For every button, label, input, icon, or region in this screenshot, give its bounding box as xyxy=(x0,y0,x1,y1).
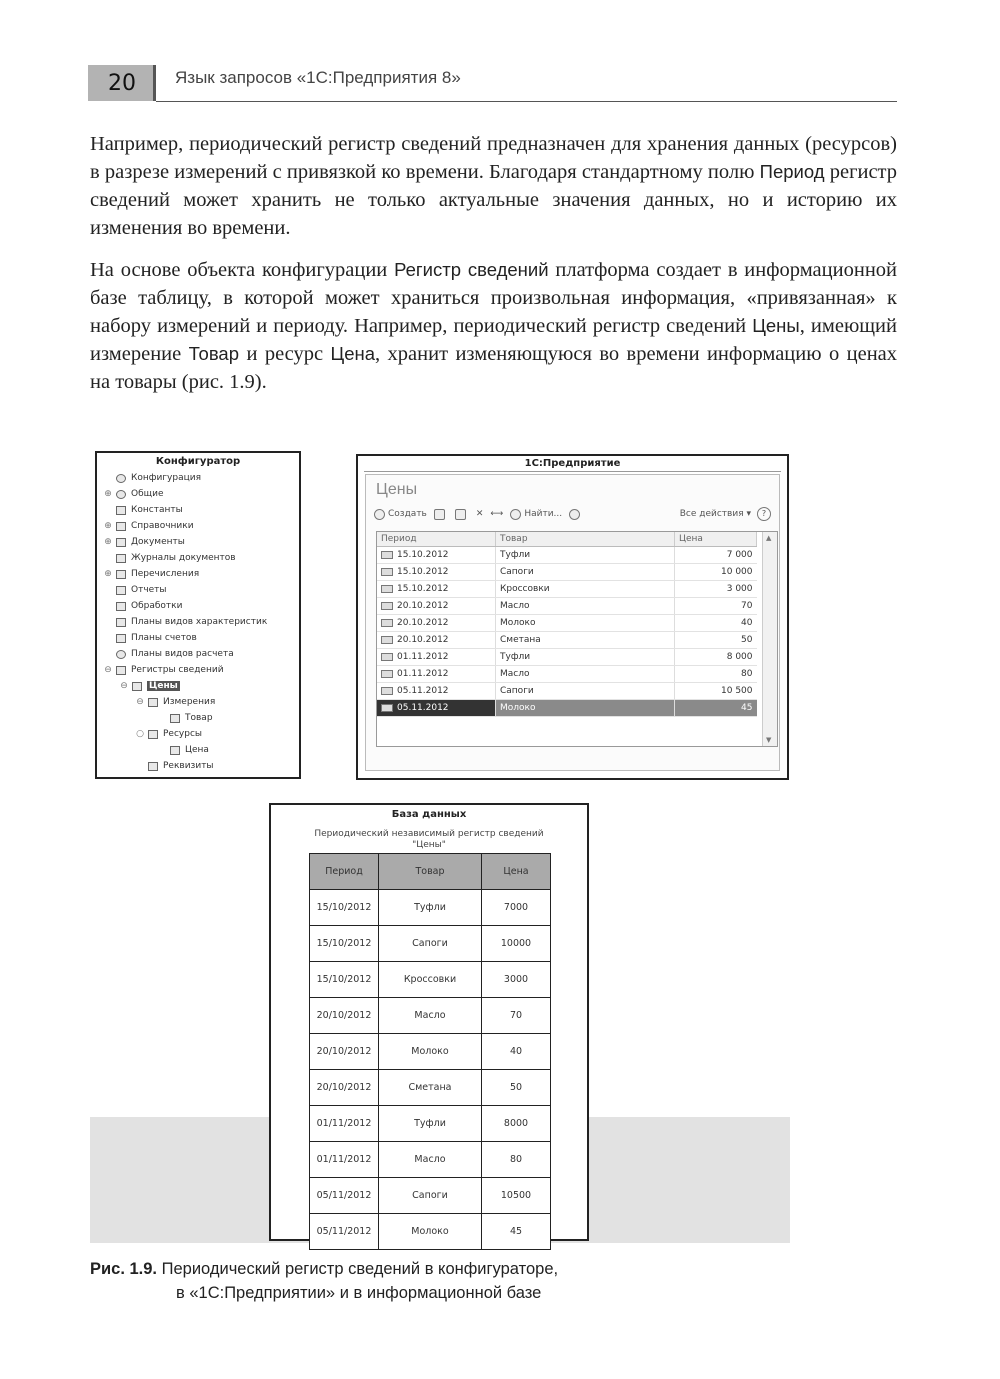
tree-item-dimensions[interactable]: ⊖ Измерения xyxy=(136,697,216,707)
tree-item-enums[interactable]: ⊕ Перечисления xyxy=(104,569,200,579)
cancel-search-button[interactable] xyxy=(569,509,583,520)
tree-item-calculation-types[interactable]: Планы видов расчета xyxy=(103,647,234,661)
accounts-icon xyxy=(116,634,126,643)
tree-item-dimension-product[interactable]: Товар xyxy=(157,711,213,725)
configuration-icon xyxy=(116,474,126,483)
search-icon xyxy=(510,509,521,520)
attributes-icon xyxy=(148,762,158,771)
prices-form xyxy=(365,474,780,771)
configurator-title: Конфигуратор xyxy=(155,456,241,467)
tree-item-attributes[interactable]: Реквизиты xyxy=(135,759,214,773)
p1-text-b: регистр сведений может хранить не только актуальные значения данных, но и историю их изменения во времени. xyxy=(90,161,898,239)
expand-icon[interactable]: ⊕ xyxy=(104,521,112,531)
database-title: База данных xyxy=(391,809,467,820)
resources-icon xyxy=(148,730,158,739)
tree-item-data-processors[interactable]: Обработки xyxy=(103,599,182,613)
tree-item-configuration[interactable]: Конфигурация xyxy=(103,471,201,485)
documents-icon xyxy=(116,538,126,547)
record-icon xyxy=(381,551,393,559)
db-row: 05/11/2012 Молоко 45 xyxy=(310,1214,551,1250)
p2-text-e: , хранит изменяющуюся во времени информацию о ценах на товары (рис. 1.9). xyxy=(90,343,898,393)
record-icon xyxy=(381,670,393,678)
table-row[interactable]: 20.10.2012 Молоко 40 xyxy=(377,615,757,632)
delete-button[interactable] xyxy=(476,509,484,519)
db-row: 15/10/2012 Кроссовки 3000 xyxy=(310,962,551,998)
running-title: Язык запросов «1С:Предприятия 8» xyxy=(175,68,461,87)
db-column-period: Период xyxy=(310,854,379,890)
tree-item-chart-of-accounts[interactable]: Планы счетов xyxy=(103,631,197,645)
column-product-header[interactable]: Товар xyxy=(496,532,675,547)
characteristics-icon xyxy=(116,618,126,627)
period-button[interactable] xyxy=(490,509,503,519)
p2-term-prices: Цены xyxy=(752,315,800,336)
page-number-edge xyxy=(153,65,156,101)
record-icon xyxy=(381,619,393,627)
table-row[interactable]: 20.10.2012 Масло 70 xyxy=(377,598,757,615)
paragraph-1 xyxy=(90,130,897,242)
processors-icon xyxy=(116,602,126,611)
caption-line-2: в «1С:Предприятии» и в информационной базе xyxy=(176,1284,542,1302)
database-panel xyxy=(269,803,589,1241)
record-icon xyxy=(381,585,393,593)
db-row: 05/11/2012 Сапоги 10500 xyxy=(310,1178,551,1214)
calculation-icon xyxy=(116,650,126,659)
p2-text-d: и ресурс xyxy=(246,343,324,365)
tree-item-prices-register[interactable]: ⊖ Цены xyxy=(120,681,178,691)
tree-item-catalogs[interactable]: ⊕ Справочники xyxy=(104,521,194,531)
pencil-icon xyxy=(455,509,466,520)
create-button[interactable]: Создать xyxy=(374,509,427,520)
constants-icon xyxy=(116,506,126,515)
expand-icon[interactable]: ⊕ xyxy=(104,537,112,547)
table-row[interactable]: 01.11.2012 Масло 80 xyxy=(377,666,757,683)
register-icon xyxy=(132,682,142,691)
plus-icon xyxy=(374,509,385,520)
caption-line-1: Рис. 1.9. Периодический регистр сведений в конфигураторе, xyxy=(90,1260,559,1278)
caption-label: Рис. 1.9. xyxy=(90,1260,158,1278)
record-icon xyxy=(381,653,393,661)
paragraph-2 xyxy=(90,256,897,396)
tree-item-documents[interactable]: ⊕ Документы xyxy=(104,537,185,547)
db-row: 20/10/2012 Молоко 40 xyxy=(310,1034,551,1070)
database-table xyxy=(309,853,551,1250)
tree-item-information-registers[interactable]: ⊖ Регистры сведений xyxy=(104,665,224,675)
db-row: 01/11/2012 Туфли 8000 xyxy=(310,1106,551,1142)
expand-icon[interactable]: ⊕ xyxy=(104,489,112,499)
p2-term-register: Регистр сведений xyxy=(394,259,549,280)
search-cancel-icon xyxy=(569,509,580,520)
tree-item-resources[interactable]: ○ Ресурсы xyxy=(136,729,203,739)
close-icon: ✕ xyxy=(475,509,484,519)
record-icon xyxy=(381,602,393,610)
tree-item-reports[interactable]: Отчеты xyxy=(103,583,167,597)
help-icon[interactable]: ? xyxy=(757,507,771,521)
reports-icon xyxy=(116,586,126,595)
p2-text-c: , имеющий измерение xyxy=(90,315,897,365)
configurator-panel xyxy=(95,451,301,779)
expand-icon[interactable]: ⊕ xyxy=(104,569,112,579)
p2-text-b: платформа создает в информационной базе таблицу, в которой может храниться произвольная информация, «привязанная» к набору измерений и периоду. Например, периодический регистр сведений xyxy=(90,259,898,337)
expand-icon[interactable]: ○ xyxy=(136,729,144,739)
prices-grid[interactable] xyxy=(376,531,778,747)
catalogs-icon xyxy=(116,522,126,531)
dimensions-icon xyxy=(148,698,158,707)
enterprise-title: 1С:Предприятие xyxy=(364,456,781,472)
tree-item-resource-price[interactable]: Цена xyxy=(157,743,209,757)
table-row[interactable]: 01.11.2012 Туфли 8 000 xyxy=(377,649,757,666)
p2-text-a: На основе объекта конфигурации xyxy=(90,259,388,281)
record-icon xyxy=(381,568,393,576)
database-subtitle: Периодический независимый регистр сведений "Цены" xyxy=(314,829,544,850)
form-toolbar xyxy=(374,505,771,523)
p2-term-product: Товар xyxy=(188,343,240,364)
dimension-icon xyxy=(170,714,180,723)
figure-caption xyxy=(90,1257,790,1305)
db-column-product: Товар xyxy=(379,854,482,890)
table-row[interactable]: 15.10.2012 Туфли 7 000 xyxy=(377,547,757,564)
db-row: 15/10/2012 Туфли 7000 xyxy=(310,890,551,926)
tree-item-chart-of-characteristics[interactable]: Планы видов характеристик xyxy=(103,615,267,629)
db-header-row xyxy=(310,854,551,890)
table-row[interactable]: 20.10.2012 Сметана 50 xyxy=(377,632,757,649)
db-row: 20/10/2012 Масло 70 xyxy=(310,998,551,1034)
db-row: 20/10/2012 Сметана 50 xyxy=(310,1070,551,1106)
db-row: 15/10/2012 Сапоги 10000 xyxy=(310,926,551,962)
record-icon xyxy=(381,636,393,644)
p1-text-a: Например, периодический регистр сведений предназначен для хранения данных (ресурсов) в разрезе измерений с привязкой ко времени. Благодаря стандартному полю xyxy=(90,133,897,183)
arrows-icon: ⟷ xyxy=(490,509,504,519)
collapse-icon[interactable]: ⊖ xyxy=(136,697,144,707)
enums-icon xyxy=(116,570,126,579)
table-row[interactable]: 05.11.2012 Сапоги 10 500 xyxy=(377,683,757,700)
table-row[interactable]: 15.10.2012 Кроссовки 3 000 xyxy=(377,581,757,598)
tree-item-document-journals[interactable]: Журналы документов xyxy=(103,551,236,565)
resource-icon xyxy=(170,746,180,755)
journals-icon xyxy=(116,554,126,563)
record-icon xyxy=(381,687,393,695)
table-row[interactable]: 15.10.2012 Сапоги 10 000 xyxy=(377,564,757,581)
grid-header xyxy=(377,532,757,547)
form-title: Цены xyxy=(376,481,418,498)
db-row: 01/11/2012 Масло 80 xyxy=(310,1142,551,1178)
find-button[interactable]: Найти... xyxy=(510,509,562,520)
registers-icon xyxy=(116,666,126,675)
column-period-header[interactable]: Период xyxy=(377,532,496,547)
enterprise-panel xyxy=(356,454,789,780)
p2-term-price: Цена xyxy=(330,343,376,364)
column-price-header[interactable]: Цена xyxy=(675,532,757,547)
header-rule xyxy=(156,101,897,102)
page-number: 20 xyxy=(88,65,156,101)
scroll-up-icon[interactable]: ▲ xyxy=(766,534,772,542)
scroll-down-icon[interactable]: ▼ xyxy=(766,736,772,744)
edit-button[interactable] xyxy=(455,509,469,520)
grid-scrollbar[interactable] xyxy=(762,532,777,746)
db-column-price: Цена xyxy=(482,854,551,890)
table-row-selected[interactable]: 05.11.2012 Молоко 45 xyxy=(377,700,757,717)
record-icon xyxy=(381,704,393,712)
tree-item-constants[interactable]: Константы xyxy=(103,503,183,517)
p1-term-period: Период xyxy=(759,161,825,182)
common-icon xyxy=(116,490,126,499)
collapse-icon[interactable]: ⊖ xyxy=(120,681,128,691)
collapse-icon[interactable]: ⊖ xyxy=(104,665,112,675)
copy-icon xyxy=(434,509,445,520)
tree-item-common[interactable]: ⊕ Общие xyxy=(104,489,164,499)
copy-button[interactable] xyxy=(434,509,448,520)
all-actions-menu[interactable]: Все действия ▾ xyxy=(679,509,751,519)
